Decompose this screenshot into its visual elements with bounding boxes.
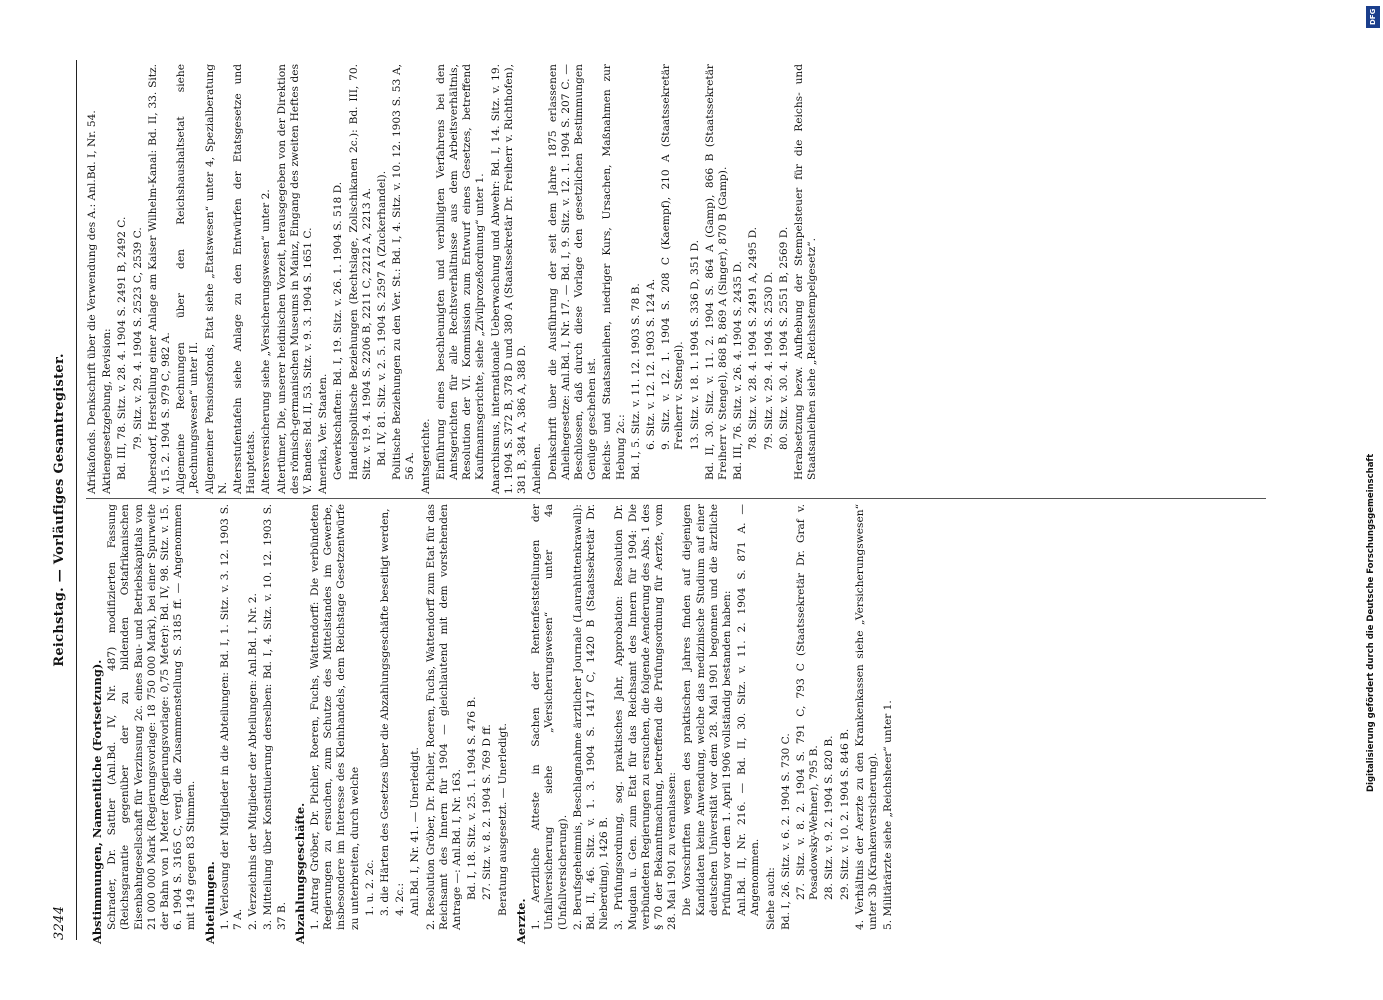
index-subentry: 27. Sitz. v. 8. 2. 1904 S. 769 D ff. (481, 724, 494, 900)
index-entry: Altersstufentafeln siehe Anlage zu den Entwürfen der Etatsgesetze und Hauptetats. (232, 64, 258, 494)
index-subentry: 80. Sitz. v. 30. 4. 1904 S. 2551 B, 2569 D. (777, 226, 790, 450)
index-subentry: 6. Sitz. v. 12. 12. 1903 S. 124 A. (644, 278, 657, 450)
index-subentry: Bd. II, 30. Sitz. v. 11. 2. 1904 S. 864 A (Gamp), 866 B (Staatssekretär Freiherr v. Stengel), 868 B, 869 A (Singer), 870 B (Gamp). (703, 64, 729, 480)
index-subentry: Gewerkschaften: Bd. I, 19. Sitz. v. 26. 1. 1904 S. 518 D. (332, 181, 345, 480)
index-subentry: 2. Berufsgeheimnis, Beschlagnahme ärztlicher Journale (Laurahüttenkrawall): Bd. II, 46. Sitz. v. 1. 3. 1904 S. 1417 C, 1420 B (Staatssekretär Dr. Nieberding), 1426 B. (571, 504, 611, 930)
dfg-logo: DFG (1366, 6, 1380, 28)
index-subentry: Anl.Bd. I, Nr. 41. — Unerledigt. (409, 747, 422, 916)
index-subentry: 79. Sitz. v. 29. 4. 1904 S. 2530 D. (762, 271, 775, 450)
index-entry: Amtsgerichte. (419, 418, 432, 494)
index-subentry: Bd. I, 5. Sitz. v. 11. 12. 1903 S. 78 B. (629, 283, 642, 480)
left-column (86, 504, 897, 944)
index-subentry: 2. Verzeichnis der Mitglieder der Abteilungen: Anl.Bd. I, Nr. 2. (247, 593, 260, 930)
index-subentry: 78. Sitz. v. 28. 4. 1904 S. 2491 A, 2495 D. (747, 226, 760, 450)
right-column (86, 64, 821, 494)
section-heading: Abteilungen. (202, 861, 217, 944)
index-subentry: 1. Antrag Gröber, Dr. Pichler, Roeren, Fuchs, Wattendorff: Die verbündeten Regierungen zu ersuchen, zum Schutze des Mittelstandes im Gewerbe, insbesondere im Interesse des Kleinhandels, dem Reichstage Gesetzentwürfe zu unterbreiten, durch welche (309, 504, 361, 930)
index-entry: Afrikafonds. Denkschrift über die Verwendung des A.: Anl.Bd. I, Nr. 54. (86, 110, 98, 494)
index-subentry: 29. Sitz. v. 10. 2. 1904 S. 846 B. (838, 728, 851, 900)
section-heading: Aerzte. (513, 898, 528, 944)
index-subentry: 1. Verlosung der Mitglieder in die Abteilungen: Bd. I, 1. Sitz. v. 3. 12. 1903 S. 7 A. (218, 504, 245, 930)
index-subentry: 3. Mitteilung über Konstituierung derselben: Bd. I, 4. Sitz. v. 10. 12. 1903 S. 37 B. (262, 504, 288, 930)
index-subentry: Herabsetzung bezw. Aufhebung der Stempelsteuer für die Reichs- und Staatsanleihen siehe „Reichsstempelgesetz“. (792, 64, 819, 480)
index-subentry: Schrader, Dr. Sattler (Anl.Bd. IV, Nr. 487) modifizierten Fassung (Reichsgarantie gegenüber der zu bildenden Ostafrikanischen Eisenbahngesellschaft für Verzinsung 2c. eines Bau- und Betriebskapitals von 21 000 000 Mark (Regierungsvorlage: 18 750 000 Mark), bei einer Spurweite der Bahn von 1 Meter (Regierungsvorlage: 0,75 Meter): Bd. IV, 98. Sitz. v. 15. 6. 1904 S. 3165 C, vergl. die Zusammenstellung S. 3185 ff. — Angenommen mit 149 gegen 83 Stimmen. (106, 504, 198, 930)
index-subentry: 27. Sitz. v. 8. 2. 1904 S. 791 C, 793 C (Staatssekretär Dr. Graf v. Posadowsky-Wehner), 795 B. (794, 504, 821, 900)
section-heading: Abstimmungen, Namentliche (Fortsetzung). (90, 659, 104, 944)
index-subentry: 1. Aerztliche Atteste in Sachen der Rentenfeststellungen der Unfallversicherung siehe „Versicherungswesen“ unter 4a (Unfallversicherung). (530, 504, 569, 930)
index-entry: Allgemeiner Pensionsfonds, Etat siehe „Etatswesen“ unter 4, Spezialberatung N. (203, 64, 229, 494)
index-subentry: Bd. I, 26. Sitz. v. 6. 2. 1904 S. 730 C. (779, 733, 792, 930)
column-divider (86, 498, 1266, 499)
index-subentry: Handelspolitische Beziehungen (Rechtslage, Zollschikanen 2c.): Bd. III, 70. Sitz. v. 19. 4. 1904 S. 2206 B, 2211 C, 2212 A, 2213 A. (347, 64, 373, 480)
page-header (52, 80, 74, 940)
index-subentry: 3. die Härten des Gesetzes über die Abzahlungsgeschäfte beseitigt werden, (379, 508, 392, 916)
index-entry: Altersversicherung siehe „Versicherungswesen“ unter 2. (260, 189, 273, 494)
index-subentry: Bd. III, 76. Sitz. v. 26. 4. 1904 S. 2435 D. (732, 261, 745, 480)
page-title: Reichstag. — Vorläufiges Gesamtregister. (52, 353, 67, 667)
index-subentry: 3. Prüfungsordnung, sog. praktisches Jahr, Approbation: Resolution Dr. Mugdan u. Gen. zum Etat für das Reichsamt des Innern für 1904: Die verbündeten Regierungen zu ersuchen, die folgende Aenderung des Abs. 1 des § 70 der Bekanntmachung, betreffend die Prüfungsordnung für Aerzte, vom 28. Mai 1901 zu veranlassen: (613, 504, 679, 930)
page-number: 3244 (52, 905, 67, 940)
index-entry: Altertümer, Die, unserer heidnischen Vorzeit, herausgegeben von der Direktion des römisch-germanischen Museums in Mainz, Eingang des zweiten Heftes des V. Bandes: Bd. II, 53. Sitz. v. 9. 3. 1904 S. 1651 C. (275, 64, 315, 494)
index-subentry: Beratung ausgesetzt. — Unerledigt. (496, 723, 509, 916)
index-subentry: 79. Sitz. v. 29. 4. 1904 S. 2523 C, 2539 C. (131, 227, 144, 450)
index-subentry: 4. 2c.: (394, 882, 407, 916)
index-subentry: 5. Militärärzte siehe „Reichsheer“ unter 1. (882, 700, 895, 930)
index-subentry: Einführung eines beschleunigten und verbilligten Verfahrens bei den Amtsgerichten für alle Rechtsverhältnisse aus dem Arbeitsverhältnis, Resolution der VI. Kommission zum Entwurf eines Gesetzes, betreffend Kaufmannsgerichte, siehe „Zivilprozeßordnung“ unter 1. (434, 64, 487, 480)
index-entry: Anarchismus, internationale Ueberwachung und Abwehr: Bd. I, 14. Sitz. v. 19. 1. 1904 S. 372 B, 378 D und 380 A (Staatssekretär Dr. Freiherr v. Richthofen), 381 B, 384 A, 386 A, 388 D. (489, 64, 529, 494)
index-entry: Albersdorf, Herstellung einer Anlage am Kaiser Wilhelm-Kanal: Bd. II, 33. Sitz. v. 15. 2. 1904 S. 979 C, 982 A. (146, 64, 173, 494)
index-entry: Allgemeine Rechnungen über den Reichshaushaltsetat siehe „Rechnungswesen“ unter II. (175, 64, 201, 494)
index-subentry: Reichs- und Staatsanleihen, niedriger Kurs, Ursachen, Maßnahmen zur Hebung 2c.: (601, 64, 627, 480)
index-subentry: Denkschrift über die Ausführung der seit dem Jahre 1875 erlassenen Anleihegesetze: Anl.Bd. I, Nr. 17. — Bd. I, 9. Sitz. v. 12. 1. 1904 S. 207 C. — Beschlossen, daß durch diese Vorlage den gesetzlichen Bestimmungen Genüge geschehen ist. (546, 64, 599, 480)
index-subentry: Die Vorschriften wegen des praktischen Jahres finden auf diejenigen Kandidaten keine Anwendung, welche das medizinische Studium auf einer deutschen Universität vor dem 28. Mai 1901 begonnen und die ärztliche Prüfung vor dem 1. April 1906 vollständig bestanden haben: (681, 504, 733, 916)
index-subentry: Bd. III, 78. Sitz. v. 28. 4. 1904 S. 2491 B, 2492 C. (116, 216, 129, 480)
index-subentry: Bd. IV, 81. Sitz. v. 2. 5. 1904 S. 2597 A (Zuckerhandel). (376, 170, 389, 466)
index-subentry: 1. u. 2. 2c. (363, 859, 376, 916)
index-subentry: Anl.Bd. II, Nr. 216. — Bd. II, 30. Sitz. v. 11. 2. 1904 S. 871 A. — Angenommen. (736, 504, 762, 916)
index-entry: Aktiengesetzgebung, Revision: (101, 328, 114, 494)
index-subentry: 13. Sitz. v. 18. 1. 1904 S. 336 D, 351 D. (688, 239, 701, 450)
index-subentry: 9. Sitz. v. 12. 1. 1904 S. 208 C (Kaempf), 210 A (Staatssekretär Freiherr v. Stengel). (660, 64, 686, 450)
index-subentry: 4. Verhältnis der Aerzte zu den Krankenkassen siehe „Versicherungswesen“ unter 3b (Krankenversicherung). (853, 504, 879, 930)
index-entry: Anleihen. (531, 443, 544, 494)
header-rule (76, 60, 77, 940)
section-heading: Abzahlungsgeschäfte. (292, 802, 307, 944)
index-subentry: 28. Sitz. v. 9. 2. 1904 S. 820 B. (823, 735, 836, 900)
index-entry: Amerika, Ver. Staaten. (317, 373, 330, 494)
index-subentry: Politische Beziehungen zu den Ver. St.: Bd. I, 4. Sitz. v. 10. 12. 1903 S. 53 A, 56 A. (391, 64, 417, 480)
digitization-note: Digitalisierung gefördert durch die Deutsche Forschungsgemeinschaft (1366, 453, 1376, 792)
index-subentry: Siehe auch: (764, 867, 777, 930)
index-subentry: 2. Resolution Gröber, Dr. Pichler, Roeren, Fuchs, Wattendorff zum Etat für das Reichsamt des Innern für 1904 — gleichlautend mit dem vorstehenden Antrage —: Anl.Bd. I, Nr. 163. (424, 504, 464, 930)
index-subentry: Bd. I, 18. Sitz. v. 25. 1. 1904 S. 476 B. (466, 696, 479, 900)
